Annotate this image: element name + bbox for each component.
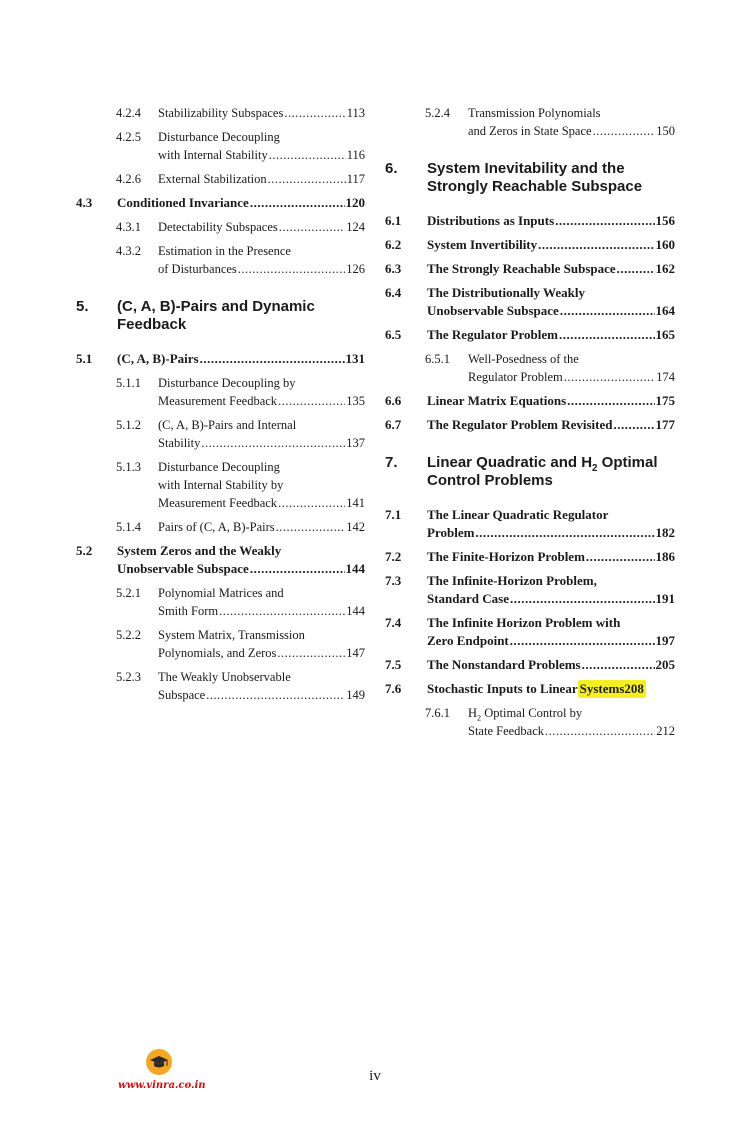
toc-entry-number: 5.1.4 [116,520,141,534]
toc-entry-title: of Disturbances [158,262,237,276]
toc-entry-title: System Matrix, Transmission [158,628,305,642]
toc-entry-title: Smith Form [158,604,219,618]
toc-entry-title: Disturbance Decoupling by [158,376,296,390]
toc-entry-number: 6.1 [385,213,402,228]
toc-entry-number: 7.2 [385,549,402,564]
toc-entry-title: Unobservable Subspace [427,303,559,318]
toc-entry-title: (C, A, B)-Pairs and Internal [158,418,297,432]
toc-entry-page: 147 [346,646,365,660]
toc-entry-number: 5.2.1 [116,586,141,600]
toc-entry-page: 165 [655,327,675,342]
toc-entry-number: 4.2.5 [116,130,141,144]
toc-entry-title: The Distributionally Weakly [427,285,585,300]
toc-entry-number: 6.5.1 [425,352,450,366]
toc-entry-number: 7. [385,454,398,471]
toc-entry-number: 7.1 [385,507,402,522]
toc-entry-title: Measurement Feedback [158,496,278,510]
toc-entry-number: 6.2 [385,237,402,252]
toc-entry-page: 156 [655,213,675,228]
leader-dots [555,212,654,230]
leader-dots [510,590,655,608]
toc-entry-title: with Internal Stability [158,148,268,162]
toc-entry-title: Subspace [158,688,206,702]
toc-entry-title: Stability [158,436,201,450]
toc-entry-page: 120 [345,195,365,210]
toc-entry-title: The Regulator Problem Revisited [427,417,613,432]
toc-entry-page: 116 [346,148,365,162]
toc-entry-number: 4.3.1 [116,220,141,234]
leader-dots [560,302,655,320]
leader-dots [582,656,655,674]
toc-entry-number: 6.3 [385,261,402,276]
toc-entry-title: and Zeros in State Space [468,124,592,138]
toc-entry-number: 4.3.2 [116,244,141,258]
toc-entry-number: 6.5 [385,327,402,342]
toc-entry-title: The Strongly Reachable Subspace [427,261,616,276]
toc-entry-number: 5.1.2 [116,418,141,432]
toc-entry-page: 113 [346,106,365,120]
toc-entry-title: The Regulator Problem [427,327,558,342]
toc-entry-title: External Stabilization [158,172,267,186]
toc-entry-page: 135 [346,394,365,408]
toc-entry-title: System Zeros and the Weakly [117,543,282,558]
toc-entry-title: The Nonstandard Problems [427,657,581,672]
toc-entry-title: $H_2$ Optimal Control by [468,706,583,723]
toc-entry-number: 6.4 [385,285,402,300]
leader-dots [593,122,656,140]
toc-entry-page: 191 [655,591,675,606]
leader-dots [238,260,345,278]
toc-entry-page: 149 [346,688,365,702]
leader-dots [250,560,345,578]
leader-dots [613,416,654,434]
leader-dots [269,146,346,164]
toc-entry-number: 5. [76,298,89,315]
leader-dots [268,170,346,188]
leader-dots [475,524,654,542]
toc-entry-title: Feedback [117,316,187,333]
toc-entry-title: Linear Matrix Equations [427,393,567,408]
toc-entry-title: Stabilizability Subspaces [158,106,284,120]
toc-entry-title: The Infinite Horizon Problem with [427,615,621,630]
toc-entry-page: 205 [655,657,675,672]
toc-entry-number: 7.5 [385,657,402,672]
leader-dots [219,602,345,620]
toc-entry-title: The Infinite-Horizon Problem, [427,573,597,588]
leader-dots [277,644,345,662]
toc-entry-page: 186 [655,549,675,564]
leader-dots [206,686,345,704]
toc-entry-page: 182 [655,525,675,540]
toc-entry-title: Pairs of (C, A, B)-Pairs [158,520,275,534]
toc-entry-number: 5.2.2 [116,628,141,642]
toc-entry-title: Conditioned Invariance [117,195,249,210]
leader-dots [617,260,655,278]
toc-entry-number: 6. [385,160,398,177]
toc-entry-title: System Inevitability and the [427,160,625,177]
toc-entry-number: 5.1 [76,351,93,366]
toc-entry-page: 212 [656,724,675,738]
toc-entry-page: 162 [655,261,675,276]
toc-entry-title: Well-Posedness of the [468,352,579,366]
toc-entry-number: 5.2.4 [425,106,450,120]
leader-dots [510,632,655,650]
toc-entry-page: 144 [346,604,365,618]
toc-entry-title: The Linear Quadratic Regulator [427,507,609,522]
leader-dots [545,722,655,740]
toc-entry-page: 117 [346,172,365,186]
toc-entry-page: 144 [345,561,365,576]
toc-entry-title: Unobservable Subspace [117,561,249,576]
toc-entry-number: 5.1.1 [116,376,141,390]
leader-dots [276,518,346,536]
toc-entry-title: (C, A, B)-Pairs and Dynamic [117,298,315,315]
toc-entry-page: 137 [346,436,365,450]
toc-entry-number: 4.2.6 [116,172,141,186]
toc-entry-title: Detectability Subspaces [158,220,278,234]
toc-entry-title: Standard Case [427,591,509,606]
toc-entry-page: 150 [656,124,675,138]
leader-dots [564,368,655,386]
toc-entry-title: Zero Endpoint [427,633,509,648]
toc-entry-number: 4.3 [76,195,93,210]
toc-entry-number: 6.6 [385,393,402,408]
leader-dots [278,392,345,410]
toc-entry-number: 7.6.1 [425,706,450,720]
toc-entry-number: 7.6 [385,681,402,696]
toc-entry-number: 6.7 [385,417,402,432]
toc-entry-number: 7.3 [385,573,402,588]
toc-entry-title: Control Problems [427,472,553,489]
toc-entry-number: 5.2.3 [116,670,141,684]
toc-entry-page: 174 [656,370,675,384]
leader-dots [586,548,655,566]
toc-entry-title: Disturbance Decoupling [158,130,280,144]
toc-entry-title: Distributions as Inputs [427,213,555,228]
toc-entry-title: Measurement Feedback [158,394,278,408]
toc-entry-title: Transmission Polynomials [468,106,601,120]
toc-entry-number: 5.2 [76,543,93,558]
toc-entry-number: 4.2.4 [116,106,141,120]
leader-dots [559,326,655,344]
toc-entry-page: 131 [345,351,365,366]
toc-entry-title: Estimation in the Presence [158,244,291,258]
toc-entry-title: Polynomial Matrices and [158,586,284,600]
leader-dots [538,236,654,254]
toc-entry-title: with Internal Stability by [158,478,284,492]
toc-entry-title: The Weakly Unobservable [158,670,291,684]
toc-entry-title: Strongly Reachable Subspace [427,178,643,195]
toc-entry-page: 126 [346,262,365,276]
toc-entry-page: 124 [346,220,365,234]
toc-entry-number: 5.1.3 [116,460,141,474]
toc-entry-title: Regulator Problem [468,370,563,384]
toc-entry-title: Stochastic Inputs to Linear [427,681,578,696]
toc-entry-title: System Invertibility [427,237,538,252]
leader-dots [200,350,345,368]
toc-entry-page: 160 [655,237,675,252]
toc-entry-title: The Finite-Horizon Problem [427,549,585,564]
page-number: iv [369,1068,381,1084]
toc-entry-title: Problem [427,525,475,540]
leader-dots [201,434,345,452]
leader-dots [250,194,345,212]
toc-entry-title: Linear Quadratic and $H_2$ Optimal [427,454,658,474]
footer-url[interactable]: www.vinra.co.in [118,1080,206,1091]
toc-entry-page: 164 [655,303,675,318]
toc-entry-title: Disturbance Decoupling [158,460,280,474]
toc-entry-page: 175 [655,393,675,408]
leader-dots [567,392,654,410]
leader-dots [278,494,345,512]
toc-entry-title: Polynomials, and Zeros [158,646,277,660]
toc-entry-page: 142 [346,520,365,534]
toc-entry-title: State Feedback [468,724,545,738]
toc-entry-title: (C, A, B)-Pairs [117,351,199,366]
toc-entry-page: 141 [346,496,365,510]
toc-entry-page: 177 [655,417,675,432]
leader-dots [284,104,345,122]
toc-entry-page: 197 [655,633,675,648]
highlighted-text: Systems208 [579,681,644,696]
toc-entry-number: 7.4 [385,615,402,630]
leader-dots [279,218,345,236]
